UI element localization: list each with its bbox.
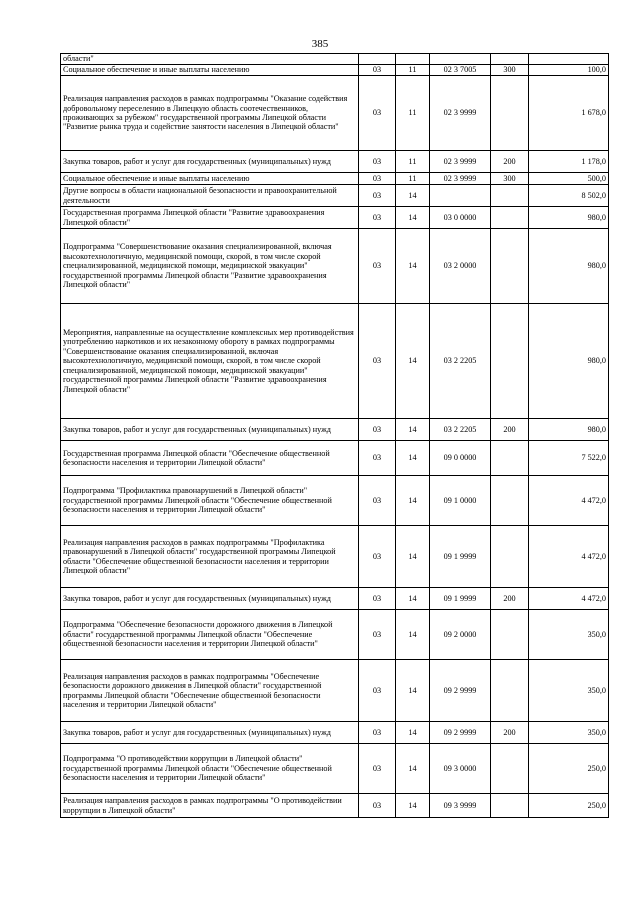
table-row bbox=[61, 526, 609, 588]
amount-cell: 4 472,0 bbox=[529, 526, 609, 588]
expense-type-cell bbox=[491, 526, 529, 588]
amount-cell: 350,0 bbox=[529, 610, 609, 660]
amount-cell: 980,0 bbox=[529, 207, 609, 229]
row-name-cell: Подпрограмма "Совершенствование оказания специализированной, включая высокотехнологичную, медицинской помощи, скорой, в том числе скорой специализированной, медицинской помощи, медицинской эвакуации" государственной программы Липецкой области "Развитие здравоохранения Липецкой области" bbox=[61, 229, 359, 304]
amount-cell: 350,0 bbox=[529, 660, 609, 722]
section-code-cell: 03 bbox=[359, 304, 396, 419]
target-code-cell: 09 1 9999 bbox=[430, 526, 491, 588]
subsection-code-cell bbox=[396, 54, 430, 65]
table-row bbox=[61, 588, 609, 610]
section-code-cell: 03 bbox=[359, 229, 396, 304]
subsection-code-cell: 14 bbox=[396, 660, 430, 722]
table-row bbox=[61, 151, 609, 173]
expense-type-cell bbox=[491, 185, 529, 207]
subsection-code-cell: 14 bbox=[396, 229, 430, 304]
subsection-code-cell: 14 bbox=[396, 441, 430, 476]
section-code-cell: 03 bbox=[359, 476, 396, 526]
table-row bbox=[61, 744, 609, 794]
amount-cell: 350,0 bbox=[529, 722, 609, 744]
target-code-cell bbox=[430, 54, 491, 65]
subsection-code-cell: 14 bbox=[396, 207, 430, 229]
amount-cell: 7 522,0 bbox=[529, 441, 609, 476]
target-code-cell: 09 3 0000 bbox=[430, 744, 491, 794]
expense-type-cell: 200 bbox=[491, 151, 529, 173]
row-name-cell: Другие вопросы в области национальной безопасности и правоохранительной деятельности bbox=[61, 185, 359, 207]
section-code-cell: 03 bbox=[359, 722, 396, 744]
table-row bbox=[61, 173, 609, 185]
row-name-cell: Мероприятия, направленные на осуществление комплексных мер противодействия употреблению наркотиков и их незаконному обороту в рамках подпрограммы "Совершенствование оказания специализированной, включая высокотехнологичную, медицинской помощи, скорой, в том числе скорой специализированной, медицинской помощи, медицинской эвакуации" государственной программы Липецкой области "Развитие здравоохранения Липецкой области" bbox=[61, 304, 359, 419]
row-name-cell: Закупка товаров, работ и услуг для государственных (муниципальных) нужд bbox=[61, 419, 359, 441]
row-name-cell: Реализация направления расходов в рамках подпрограммы "Обеспечение безопасности дорожного движения в Липецкой области" государственной программы Липецкой области "Обеспечение общественной безопасности населения и территории Липецкой области" bbox=[61, 660, 359, 722]
table-row bbox=[61, 76, 609, 151]
expense-type-cell bbox=[491, 207, 529, 229]
subsection-code-cell: 14 bbox=[396, 476, 430, 526]
section-code-cell: 03 bbox=[359, 207, 396, 229]
target-code-cell: 03 2 2205 bbox=[430, 304, 491, 419]
table-row bbox=[61, 794, 609, 818]
budget-table bbox=[60, 53, 609, 818]
table-row bbox=[61, 54, 609, 65]
section-code-cell: 03 bbox=[359, 185, 396, 207]
expense-type-cell bbox=[491, 744, 529, 794]
row-name-cell: Закупка товаров, работ и услуг для государственных (муниципальных) нужд bbox=[61, 588, 359, 610]
table-row bbox=[61, 610, 609, 660]
section-code-cell: 03 bbox=[359, 660, 396, 722]
subsection-code-cell: 11 bbox=[396, 151, 430, 173]
section-code-cell: 03 bbox=[359, 588, 396, 610]
target-code-cell: 09 2 9999 bbox=[430, 722, 491, 744]
subsection-code-cell: 11 bbox=[396, 76, 430, 151]
section-code-cell: 03 bbox=[359, 151, 396, 173]
row-name-cell: области" bbox=[61, 54, 359, 65]
target-code-cell bbox=[430, 185, 491, 207]
section-code-cell: 03 bbox=[359, 65, 396, 76]
row-name-cell: Социальное обеспечение и иные выплаты населению bbox=[61, 65, 359, 76]
target-code-cell: 09 1 0000 bbox=[430, 476, 491, 526]
amount-cell: 4 472,0 bbox=[529, 588, 609, 610]
section-code-cell: 03 bbox=[359, 441, 396, 476]
subsection-code-cell: 14 bbox=[396, 722, 430, 744]
subsection-code-cell: 14 bbox=[396, 185, 430, 207]
expense-type-cell bbox=[491, 76, 529, 151]
amount-cell: 980,0 bbox=[529, 419, 609, 441]
budget-table-body bbox=[61, 54, 609, 818]
expense-type-cell bbox=[491, 304, 529, 419]
amount-cell: 1 678,0 bbox=[529, 76, 609, 151]
target-code-cell: 03 2 0000 bbox=[430, 229, 491, 304]
target-code-cell: 02 3 9999 bbox=[430, 173, 491, 185]
amount-cell: 250,0 bbox=[529, 794, 609, 818]
subsection-code-cell: 14 bbox=[396, 419, 430, 441]
amount-cell: 8 502,0 bbox=[529, 185, 609, 207]
expense-type-cell: 200 bbox=[491, 588, 529, 610]
section-code-cell: 03 bbox=[359, 526, 396, 588]
amount-cell: 980,0 bbox=[529, 304, 609, 419]
subsection-code-cell: 11 bbox=[396, 65, 430, 76]
section-code-cell: 03 bbox=[359, 744, 396, 794]
target-code-cell: 02 3 7005 bbox=[430, 65, 491, 76]
row-name-cell: Государственная программа Липецкой области "Развитие здравоохранения Липецкой области" bbox=[61, 207, 359, 229]
table-row bbox=[61, 419, 609, 441]
expense-type-cell bbox=[491, 441, 529, 476]
amount-cell bbox=[529, 54, 609, 65]
expense-type-cell: 300 bbox=[491, 65, 529, 76]
target-code-cell: 09 2 9999 bbox=[430, 660, 491, 722]
section-code-cell: 03 bbox=[359, 173, 396, 185]
target-code-cell: 02 3 9999 bbox=[430, 76, 491, 151]
table-row bbox=[61, 185, 609, 207]
amount-cell: 100,0 bbox=[529, 65, 609, 76]
subsection-code-cell: 14 bbox=[396, 304, 430, 419]
row-name-cell: Государственная программа Липецкой области "Обеспечение общественной безопасности населения и территории Липецкой области" bbox=[61, 441, 359, 476]
row-name-cell: Реализация направления расходов в рамках подпрограммы "О противодействии коррупции в Липецкой области" bbox=[61, 794, 359, 818]
table-row bbox=[61, 441, 609, 476]
expense-type-cell bbox=[491, 54, 529, 65]
section-code-cell: 03 bbox=[359, 610, 396, 660]
subsection-code-cell: 14 bbox=[396, 526, 430, 588]
target-code-cell: 09 2 0000 bbox=[430, 610, 491, 660]
table-row bbox=[61, 476, 609, 526]
target-code-cell: 03 2 2205 bbox=[430, 419, 491, 441]
section-code-cell: 03 bbox=[359, 794, 396, 818]
amount-cell: 250,0 bbox=[529, 744, 609, 794]
row-name-cell: Реализация направления расходов в рамках подпрограммы "Профилактика правонарушений в Липецкой области" государственной программы Липецкой области "Обеспечение общественной безопасности населения и территории Липецкой области" bbox=[61, 526, 359, 588]
table-row bbox=[61, 304, 609, 419]
target-code-cell: 09 1 9999 bbox=[430, 588, 491, 610]
amount-cell: 980,0 bbox=[529, 229, 609, 304]
row-name-cell: Подпрограмма "Профилактика правонарушений в Липецкой области" государственной программы Липецкой области "Обеспечение общественной безопасности населения и территории Липецкой области" bbox=[61, 476, 359, 526]
table-row bbox=[61, 722, 609, 744]
section-code-cell: 03 bbox=[359, 76, 396, 151]
expense-type-cell bbox=[491, 794, 529, 818]
page-number: 385 bbox=[311, 38, 329, 50]
table-row bbox=[61, 65, 609, 76]
table-row bbox=[61, 207, 609, 229]
row-name-cell: Закупка товаров, работ и услуг для государственных (муниципальных) нужд bbox=[61, 722, 359, 744]
section-code-cell bbox=[359, 54, 396, 65]
amount-cell: 500,0 bbox=[529, 173, 609, 185]
subsection-code-cell: 11 bbox=[396, 173, 430, 185]
amount-cell: 4 472,0 bbox=[529, 476, 609, 526]
expense-type-cell bbox=[491, 229, 529, 304]
row-name-cell: Социальное обеспечение и иные выплаты населению bbox=[61, 173, 359, 185]
row-name-cell: Подпрограмма "Обеспечение безопасности дорожного движения в Липецкой области" государственной программы Липецкой области "Обеспечение общественной безопасности населения и территории Липецкой области" bbox=[61, 610, 359, 660]
subsection-code-cell: 14 bbox=[396, 794, 430, 818]
subsection-code-cell: 14 bbox=[396, 610, 430, 660]
expense-type-cell bbox=[491, 610, 529, 660]
table-row bbox=[61, 660, 609, 722]
section-code-cell: 03 bbox=[359, 419, 396, 441]
subsection-code-cell: 14 bbox=[396, 588, 430, 610]
expense-type-cell bbox=[491, 660, 529, 722]
table-row bbox=[61, 229, 609, 304]
expense-type-cell: 300 bbox=[491, 173, 529, 185]
target-code-cell: 09 0 0000 bbox=[430, 441, 491, 476]
subsection-code-cell: 14 bbox=[396, 744, 430, 794]
expense-type-cell: 200 bbox=[491, 419, 529, 441]
row-name-cell: Реализация направления расходов в рамках подпрограммы "Оказание содействия добровольному переселению в Липецкую область соотечественников, проживающих за рубежом" государственной программы Липецкой области "Развитие рынка труда и содействие занятости населения в Липецкой области" bbox=[61, 76, 359, 151]
expense-type-cell bbox=[491, 476, 529, 526]
target-code-cell: 02 3 9999 bbox=[430, 151, 491, 173]
row-name-cell: Закупка товаров, работ и услуг для государственных (муниципальных) нужд bbox=[61, 151, 359, 173]
expense-type-cell: 200 bbox=[491, 722, 529, 744]
amount-cell: 1 178,0 bbox=[529, 151, 609, 173]
target-code-cell: 03 0 0000 bbox=[430, 207, 491, 229]
row-name-cell: Подпрограмма "О противодействии коррупции в Липецкой области" государственной программы Липецкой области "Обеспечение общественной безопасности населения и территории Липецкой области" bbox=[61, 744, 359, 794]
target-code-cell: 09 3 9999 bbox=[430, 794, 491, 818]
